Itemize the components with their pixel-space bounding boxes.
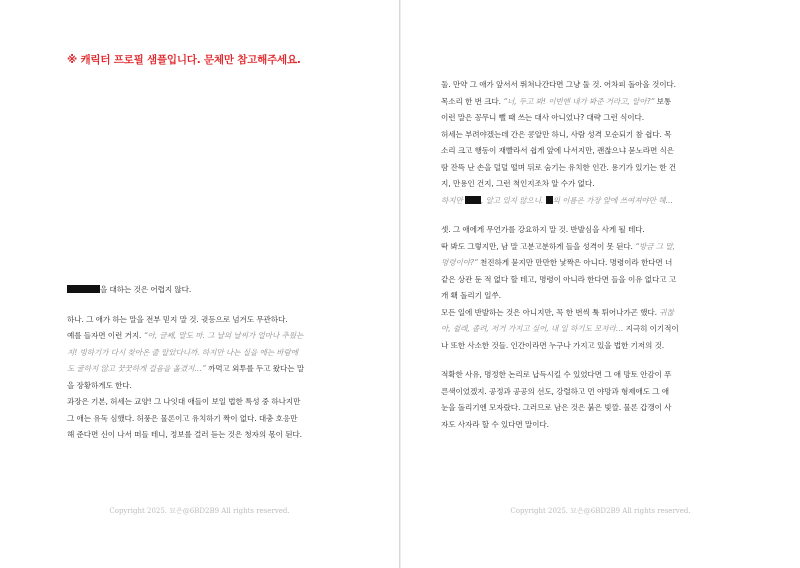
dialogue-quote: “방금 그 말, [635, 241, 675, 251]
paragraph-line: 을 장황하게도 한다. [67, 380, 132, 390]
paragraph-line: 모든 일에 반발하는 것은 아니지만, 꼭 한 번씩 툭 튀어나가곤 했다. 귀찮 [441, 307, 674, 317]
paragraph-line: 둘. 만약 그 애가 앞서서 뛰쳐나간다면 그냥 둘 것. 어차피 돌아올 것이다. [441, 80, 676, 89]
paragraph-line: 해 준다면 신이 나서 떠들 테니, 정보를 걸러 듣는 것은 청자의 몫이 된다. [67, 430, 302, 439]
paragraph-line: 른색이었겠지. 공정과 공공의 선도, 강렬하고 먼 야망과 형제애도 그 애 [441, 386, 670, 396]
copyright-footer: Copyright 2025. 묘은@6BD2B9 All rights reserved. [510, 507, 691, 515]
copyright-footer: Copyright 2025. 묘은@6BD2B9 All rights reserved. [109, 507, 290, 515]
paragraph-line: 소리 크고 행동이 재빨라서 쉽게 앞에 나서지만, 괜찮으냐 묻노라면 식은 [441, 146, 674, 155]
dialogue-quote: 지! 빙하기가 다시 찾아온 줄 알았다니까. 하지만 나는 실을 에는 바람에 [67, 347, 298, 357]
dialogue-quote: “너, 두고 봐! 이번엔 내가 봐준 거라고, 알아?” [503, 96, 655, 106]
dialogue-quote: 명령이야?” [441, 258, 478, 267]
paragraph-line: 아, 쉴래, 졸려, 저거 가지고 싶어, 내 일 하기도 모자라… 지극히 이기적이 [441, 324, 679, 333]
redacted-name-block [465, 196, 481, 204]
sample-notice: ※ 캐릭터 프로필 샘플입니다. 문체만 참고해주세요. [67, 54, 301, 66]
paragraph-line: 그 애는 유독 심했다. 허풍은 물론이고 유치하기 짝이 없다. 대충 호응만 [67, 413, 298, 423]
paragraph-line: 적확한 사유, 명정한 논리로 납득시킬 수 있었다면 그 애 망토 안감이 푸 [441, 370, 672, 379]
paragraph-line: 자도 사자라 할 수 있다면 말이다. [441, 419, 549, 429]
heading-text: 을 대하는 것은 어렵지 않다. [100, 285, 192, 294]
paragraph-line: 셋. 그 애에게 무언가를 강요하지 말 것. 반발심을 사게 될 테다. [441, 225, 645, 234]
paragraph-line: 나 또한 사소한 것들. 인간이라면 누구나 가지고 있을 법한 기저의 것. [441, 340, 665, 350]
paragraph-line: 허세는 부려야겠는데 간은 콩알만 하니, 사람 성격 모순되기 참 쉽다. 목 [441, 129, 672, 139]
dialogue-quote: 아, 쉴래, 졸려, 저거 가지고 싶어, 내 일 하기도 모자라… [441, 324, 624, 333]
paragraph-line: 목소리 한 번 크다. “너, 두고 봐! 이번엔 내가 봐준 거라고, 알아?” 보통 [441, 96, 672, 106]
right-body [441, 77, 741, 433]
dialogue-quote: “아, 글쎄, 말도 마. 그 날의 날씨가 얼마나 추웠는 [143, 331, 304, 340]
paragraph-line: 과장은 기본, 허세는 교양! 그 나잇대 애들이 보일 법한 특성 중 하나지만 [67, 397, 301, 406]
dialogue-quote: 도 굴하지 않고 꿋꿋하게 걸음을 옮겼지…” [67, 364, 206, 373]
paragraph-line: 이런 말은 꽁무니 뺄 때 쓰는 대사 아니었나? 대략 그런 식이다. [441, 113, 645, 122]
right-page [401, 0, 800, 568]
paragraph-line: 눈을 돌리기엔 모자랐다. 그러므로 남은 것은 붉은 빛깔. 물론 갑갱이 사 [441, 403, 672, 412]
left-body [67, 282, 337, 444]
redacted-name-block [67, 285, 100, 293]
paragraph-line: 지, 만용인 건지, 그런 척인지조차 알 수가 없다. [441, 179, 595, 188]
redacted-name-block [546, 196, 553, 204]
paragraph-line: 예를 들자면 이런 거지. “아, 글쎄, 말도 마. 그 날의 날씨가 얼마나 추웠는 [67, 331, 304, 340]
paragraph-line: 도 굴하지 않고 꿋꿋하게 걸음을 옮겼지…” 까먹고 외투를 두고 왔다는 말 [67, 364, 305, 373]
paragraph-line: 땀 잔뜩 난 손을 덜덜 떨며 뒤로 숨기는 유치한 인간. 용기가 있기는 한 건 [441, 162, 676, 172]
paragraph-line: 개 홱 돌리기 일쑤. [441, 291, 501, 300]
italic-aside: 하지만 , 알고 있지 않으니. 의 이름은 가장 앞에 쓰여져야만 해… [441, 195, 673, 205]
dialogue-quote: 귀찮 [659, 307, 674, 317]
paragraph-line: 명령이야?” 천진하게 묻지만 만만한 낯짝은 아니다. 명령이라 한다면 너 [441, 258, 673, 267]
paragraph-line: 딱 봐도 그렇지만, 남 말 고분고분하게 들을 성격이 못 된다. “방금 그 말, [441, 241, 675, 251]
section-heading [67, 282, 337, 299]
paragraph-line: 하나. 그 애가 하는 말을 전부 믿지 말 것. 귓등으로 넘겨도 무관하다. [67, 314, 288, 324]
paragraph-line: 같은 상관 둔 적 없다 할 테고, 명령이 아니라 한다면 들을 이유 없다고 고 [441, 274, 676, 284]
